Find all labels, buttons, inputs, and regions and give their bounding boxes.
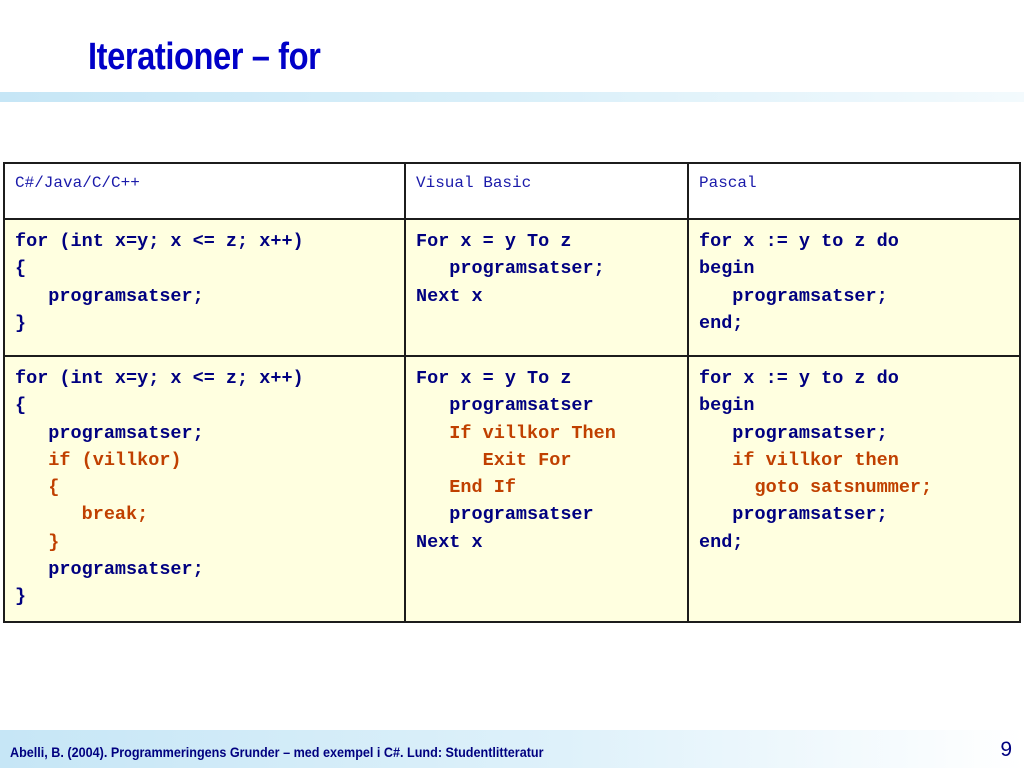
table-row-basic-for [4,219,1020,356]
code-line: programsatser; [699,285,888,307]
code-line-highlighted: End If [416,477,516,499]
table-row-for-with-exit [4,356,1020,622]
code-line: Next x [416,285,483,307]
syntax-comparison-table [3,162,1021,623]
code-line: begin [699,395,755,417]
code-line-highlighted: } [15,531,60,553]
code-line: for (int x=y; x <= z; x++) [15,368,304,389]
code-cell [4,219,405,356]
code-line: programsatser [416,504,594,526]
code-line: } [15,312,27,334]
code-line-highlighted: goto satsnummer; [699,477,933,499]
page-number: 9 [1000,738,1012,761]
code-line: programsatser; [416,258,605,280]
code-line-highlighted: break; [15,504,149,526]
code-line: programsatser; [15,422,204,444]
code-line: programsatser; [699,504,888,526]
code-line: programsatser [416,395,594,417]
code-line-highlighted: Exit For [416,449,572,471]
header-csharp-java-c: C#/Java/C/C++ [4,163,405,219]
code-line: begin [699,258,755,280]
code-line: for (int x=y; x <= z; x++) [15,231,304,252]
code-line: end; [699,531,744,553]
slide-title: Iterationer – for [88,36,321,78]
footer-citation: Abelli, B. (2004). Programmeringens Grunder – med exempel i C#. Lund: Studentlitteratur [10,744,544,760]
code-line-highlighted: { [15,477,60,499]
code-line: { [15,395,27,417]
code-cell [688,356,1020,622]
code-line-highlighted: if villkor then [699,449,899,471]
header-visual-basic: Visual Basic [405,163,688,219]
code-line: For x = y To z [416,368,572,389]
code-line-highlighted: If villkor Then [416,422,616,444]
table-header-row [4,163,1020,219]
code-line: end; [699,312,744,334]
code-line: For x = y To z [416,231,572,252]
code-cell [4,356,405,622]
code-line: { [15,258,27,280]
code-line-highlighted: if (villkor) [15,449,182,471]
code-line: } [15,586,27,608]
header-pascal: Pascal [688,163,1020,219]
code-line: programsatser; [699,422,888,444]
code-cell [405,356,688,622]
code-line: for x := y to z do [699,231,899,252]
code-line: Next x [416,531,483,553]
code-line: programsatser; [15,285,204,307]
code-cell [688,219,1020,356]
code-cell [405,219,688,356]
code-line: for x := y to z do [699,368,899,389]
title-underline-bar [0,92,1024,102]
code-line: programsatser; [15,559,204,581]
